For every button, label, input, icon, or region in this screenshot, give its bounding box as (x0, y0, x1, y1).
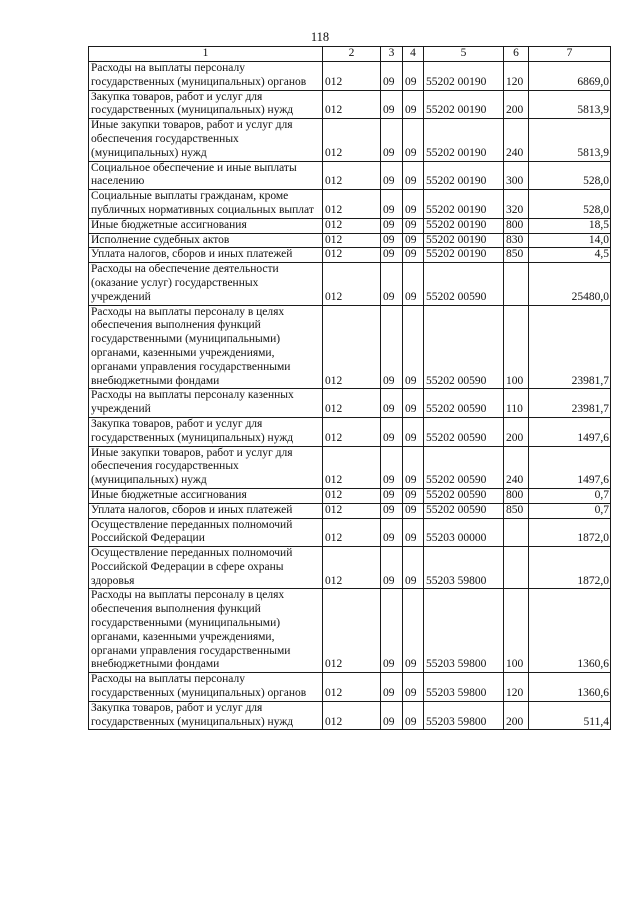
table-row (89, 305, 611, 389)
expense-kind-cell: 320 (504, 190, 529, 219)
ministry-code-cell: 012 (323, 233, 381, 248)
target-article-cell: 55202 00590 (424, 389, 504, 418)
name-cell: Закупка товаров, работ и услуг для государственных (муниципальных) нужд (89, 701, 323, 730)
amount-cell: 1497,6 (529, 446, 611, 488)
ministry-code-cell: 012 (323, 673, 381, 702)
subsection-code-cell: 09 (403, 62, 424, 91)
subsection-code-cell: 09 (403, 233, 424, 248)
amount-cell: 1872,0 (529, 547, 611, 589)
section-code-cell: 09 (381, 161, 403, 190)
amount-cell: 528,0 (529, 161, 611, 190)
subsection-code-cell: 09 (403, 248, 424, 263)
section-code-cell: 09 (381, 547, 403, 589)
column-header-subsection: 4 (403, 47, 424, 62)
target-article-cell: 55203 59800 (424, 673, 504, 702)
table-row (89, 417, 611, 446)
expense-kind-cell: 120 (504, 62, 529, 91)
table-row (89, 90, 611, 119)
target-article-cell: 55202 00190 (424, 119, 504, 161)
column-header-kind: 6 (504, 47, 529, 62)
ministry-code-cell: 012 (323, 503, 381, 518)
subsection-code-cell: 09 (403, 589, 424, 673)
table-row (89, 503, 611, 518)
ministry-code-cell: 012 (323, 190, 381, 219)
amount-cell: 1360,6 (529, 673, 611, 702)
ministry-code-cell: 012 (323, 446, 381, 488)
name-cell: Осуществление переданных полномочий Российской Федерации (89, 518, 323, 547)
amount-cell: 1360,6 (529, 589, 611, 673)
expense-kind-cell: 240 (504, 119, 529, 161)
table-row (89, 62, 611, 91)
name-cell: Расходы на выплаты персоналу казенных учреждений (89, 389, 323, 418)
ministry-code-cell: 012 (323, 305, 381, 389)
subsection-code-cell: 09 (403, 263, 424, 305)
section-code-cell: 09 (381, 263, 403, 305)
ministry-code-cell: 012 (323, 119, 381, 161)
amount-cell: 511,4 (529, 701, 611, 730)
table-row (89, 673, 611, 702)
target-article-cell: 55202 00190 (424, 218, 504, 233)
subsection-code-cell: 09 (403, 90, 424, 119)
ministry-code-cell: 012 (323, 701, 381, 730)
table-row (89, 389, 611, 418)
name-cell: Расходы на выплаты персоналу государственных (муниципальных) органов (89, 62, 323, 91)
section-code-cell: 09 (381, 503, 403, 518)
budget-table-body (89, 47, 611, 730)
name-cell: Расходы на обеспечение деятельности (оказание услуг) государственных учреждений (89, 263, 323, 305)
table-row (89, 263, 611, 305)
target-article-cell: 55203 59800 (424, 547, 504, 589)
name-cell: Иные бюджетные ассигнования (89, 488, 323, 503)
section-code-cell: 09 (381, 62, 403, 91)
table-row (89, 701, 611, 730)
target-article-cell: 55203 59800 (424, 701, 504, 730)
subsection-code-cell: 09 (403, 701, 424, 730)
amount-cell: 18,5 (529, 218, 611, 233)
page-number: 118 (310, 30, 330, 44)
target-article-cell: 55202 00190 (424, 90, 504, 119)
ministry-code-cell: 012 (323, 62, 381, 91)
subsection-code-cell: 09 (403, 503, 424, 518)
target-article-cell: 55202 00590 (424, 446, 504, 488)
target-article-cell: 55202 00590 (424, 263, 504, 305)
target-article-cell: 55202 00190 (424, 161, 504, 190)
expense-kind-cell: 200 (504, 701, 529, 730)
section-code-cell: 09 (381, 589, 403, 673)
subsection-code-cell: 09 (403, 190, 424, 219)
table-row (89, 190, 611, 219)
ministry-code-cell: 012 (323, 389, 381, 418)
section-code-cell: 09 (381, 190, 403, 219)
expense-kind-cell (504, 547, 529, 589)
ministry-code-cell: 012 (323, 488, 381, 503)
ministry-code-cell: 012 (323, 90, 381, 119)
target-article-cell: 55202 00590 (424, 305, 504, 389)
subsection-code-cell: 09 (403, 547, 424, 589)
expense-kind-cell: 850 (504, 503, 529, 518)
section-code-cell: 09 (381, 389, 403, 418)
subsection-code-cell: 09 (403, 161, 424, 190)
name-cell: Иные закупки товаров, работ и услуг для обеспечения государственных (муниципальных) нужд (89, 119, 323, 161)
ministry-code-cell: 012 (323, 589, 381, 673)
amount-cell: 14,0 (529, 233, 611, 248)
name-cell: Социальное обеспечение и иные выплаты населению (89, 161, 323, 190)
budget-table (88, 46, 611, 730)
amount-cell: 23981,7 (529, 305, 611, 389)
subsection-code-cell: 09 (403, 389, 424, 418)
amount-cell: 5813,9 (529, 119, 611, 161)
expense-kind-cell: 240 (504, 446, 529, 488)
target-article-cell: 55203 59800 (424, 589, 504, 673)
name-cell: Расходы на выплаты персоналу государственных (муниципальных) органов (89, 673, 323, 702)
target-article-cell: 55202 00190 (424, 233, 504, 248)
expense-kind-cell: 800 (504, 218, 529, 233)
section-code-cell: 09 (381, 119, 403, 161)
section-code-cell: 09 (381, 248, 403, 263)
name-cell: Социальные выплаты гражданам, кроме публичных нормативных социальных выплат (89, 190, 323, 219)
expense-kind-cell: 850 (504, 248, 529, 263)
amount-cell: 1872,0 (529, 518, 611, 547)
name-cell: Уплата налогов, сборов и иных платежей (89, 503, 323, 518)
target-article-cell: 55202 00190 (424, 190, 504, 219)
subsection-code-cell: 09 (403, 305, 424, 389)
target-article-cell: 55203 00000 (424, 518, 504, 547)
expense-kind-cell: 800 (504, 488, 529, 503)
ministry-code-cell: 012 (323, 263, 381, 305)
table-row (89, 547, 611, 589)
name-cell: Иные закупки товаров, работ и услуг для обеспечения государственных (муниципальных) нужд (89, 446, 323, 488)
expense-kind-cell: 120 (504, 673, 529, 702)
header-row (89, 47, 611, 62)
subsection-code-cell: 09 (403, 518, 424, 547)
target-article-cell: 55202 00590 (424, 488, 504, 503)
name-cell: Закупка товаров, работ и услуг для государственных (муниципальных) нужд (89, 417, 323, 446)
table-row (89, 218, 611, 233)
table-row (89, 488, 611, 503)
target-article-cell: 55202 00590 (424, 417, 504, 446)
expense-kind-cell (504, 518, 529, 547)
amount-cell: 6869,0 (529, 62, 611, 91)
amount-cell: 4,5 (529, 248, 611, 263)
ministry-code-cell: 012 (323, 547, 381, 589)
ministry-code-cell: 012 (323, 417, 381, 446)
amount-cell: 25480,0 (529, 263, 611, 305)
name-cell: Осуществление переданных полномочий Российской Федерации в сфере охраны здоровья (89, 547, 323, 589)
expense-kind-cell: 830 (504, 233, 529, 248)
amount-cell: 528,0 (529, 190, 611, 219)
section-code-cell: 09 (381, 417, 403, 446)
expense-kind-cell: 200 (504, 417, 529, 446)
name-cell: Уплата налогов, сборов и иных платежей (89, 248, 323, 263)
expense-kind-cell (504, 263, 529, 305)
table-row (89, 248, 611, 263)
subsection-code-cell: 09 (403, 218, 424, 233)
ministry-code-cell: 012 (323, 518, 381, 547)
amount-cell: 5813,9 (529, 90, 611, 119)
table-row (89, 161, 611, 190)
target-article-cell: 55202 00190 (424, 248, 504, 263)
table-row (89, 233, 611, 248)
column-header-target: 5 (424, 47, 504, 62)
name-cell: Исполнение судебных актов (89, 233, 323, 248)
table-row (89, 446, 611, 488)
subsection-code-cell: 09 (403, 488, 424, 503)
amount-cell: 0,7 (529, 488, 611, 503)
ministry-code-cell: 012 (323, 218, 381, 233)
amount-cell: 0,7 (529, 503, 611, 518)
subsection-code-cell: 09 (403, 417, 424, 446)
table-row (89, 518, 611, 547)
ministry-code-cell: 012 (323, 161, 381, 190)
column-header-ministry: 2 (323, 47, 381, 62)
name-cell: Иные бюджетные ассигнования (89, 218, 323, 233)
expense-kind-cell: 110 (504, 389, 529, 418)
table-row (89, 589, 611, 673)
table-row (89, 119, 611, 161)
section-code-cell: 09 (381, 673, 403, 702)
section-code-cell: 09 (381, 305, 403, 389)
target-article-cell: 55202 00190 (424, 62, 504, 91)
section-code-cell: 09 (381, 90, 403, 119)
expense-kind-cell: 300 (504, 161, 529, 190)
column-header-name: 1 (89, 47, 323, 62)
column-header-amount: 7 (529, 47, 611, 62)
column-header-section: 3 (381, 47, 403, 62)
expense-kind-cell: 200 (504, 90, 529, 119)
ministry-code-cell: 012 (323, 248, 381, 263)
expense-kind-cell: 100 (504, 305, 529, 389)
amount-cell: 23981,7 (529, 389, 611, 418)
section-code-cell: 09 (381, 488, 403, 503)
name-cell: Расходы на выплаты персоналу в целях обеспечения выполнения функций государственными (муниципальными) органами, казенными учреждениями, органами управления государственными внебюджетными фондами (89, 589, 323, 673)
subsection-code-cell: 09 (403, 673, 424, 702)
section-code-cell: 09 (381, 446, 403, 488)
target-article-cell: 55202 00590 (424, 503, 504, 518)
section-code-cell: 09 (381, 518, 403, 547)
subsection-code-cell: 09 (403, 446, 424, 488)
subsection-code-cell: 09 (403, 119, 424, 161)
section-code-cell: 09 (381, 218, 403, 233)
section-code-cell: 09 (381, 233, 403, 248)
name-cell: Закупка товаров, работ и услуг для государственных (муниципальных) нужд (89, 90, 323, 119)
amount-cell: 1497,6 (529, 417, 611, 446)
name-cell: Расходы на выплаты персоналу в целях обеспечения выполнения функций государственными (муниципальными) органами, казенными учреждениями, органами управления государственными внебюджетными фондами (89, 305, 323, 389)
section-code-cell: 09 (381, 701, 403, 730)
expense-kind-cell: 100 (504, 589, 529, 673)
